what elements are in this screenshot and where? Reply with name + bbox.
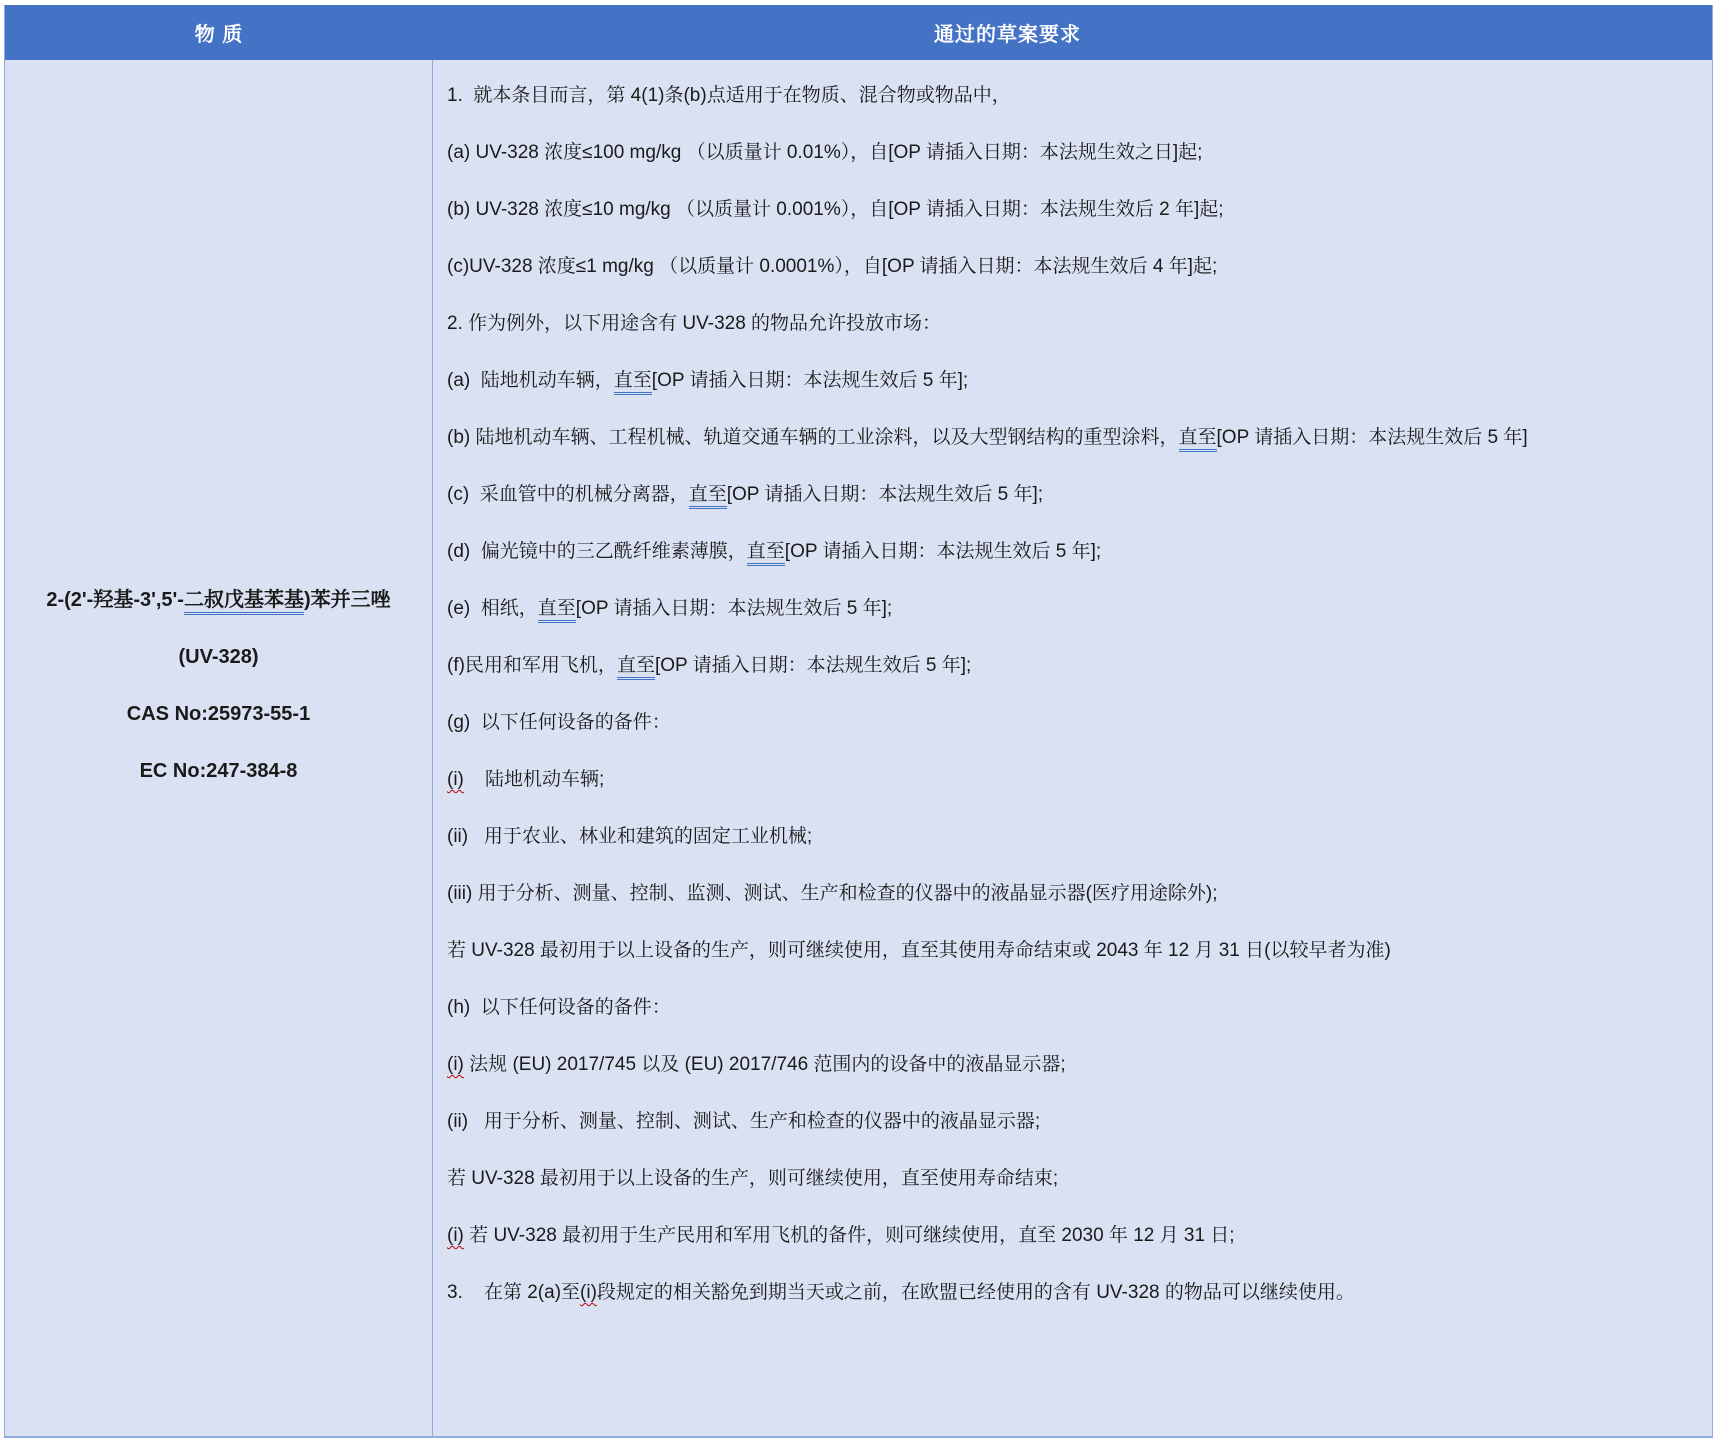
grammar-marked-text: 直至 [747,541,785,566]
requirement-text: 2. 作为例外，以下用途含有 UV-328 的物品允许投放市场： [447,313,942,334]
requirement-paragraph [447,712,1702,734]
requirement-paragraph [447,1054,1702,1076]
requirement-text: 法规 (EU) 2017/745 以及 (EU) 2017/746 范围内的设备中的液晶显示器; [463,1054,1066,1075]
requirement-text: 若 UV-328 最初用于生产民用和军用飞机的备件，则可继续使用，直至 2030 年 12 月 31 日; [463,1225,1235,1246]
requirement-paragraph [447,940,1702,962]
requirement-paragraph [447,997,1702,1019]
header-cell-substance: 物 质 [194,24,244,46]
substance-name-suffix: )苯并三唑 [303,589,391,611]
requirement-paragraph [447,655,1702,677]
table-body-row [5,60,1712,1436]
substance-name-underlined: 二叔戊基苯基 [184,589,304,615]
requirement-text: (f)民用和军用飞机， [447,655,617,676]
requirement-text: (iii) 用于分析、测量、控制、监测、测试、生产和检查的仪器中的液晶显示器(医疗用途除外); [447,883,1218,904]
requirement-text: [OP 请插入日期：本法规生效后 5 年] [1216,427,1528,448]
requirement-paragraph [447,427,1702,449]
grammar-marked-text: 直至 [617,655,655,680]
grammar-marked-text: 直至 [689,484,727,509]
requirement-text: 段规定的相关豁免到期当天或之前，在欧盟已经使用的含有 UV-328 的物品可以继续使用。 [596,1282,1355,1303]
substance-name-prefix: 2-(2'-羟基-3',5'- [46,589,184,611]
requirement-text: [OP 请插入日期：本法规生效后 5 年]; [651,370,969,391]
requirement-text: 陆地机动车辆; [463,769,605,790]
requirement-text: 若 UV-328 最初用于以上设备的生产，则可继续使用，直至其使用寿命结束或 2043 年 12 月 31 日(以较早者为准) [447,940,1391,961]
grammar-marked-text: 直至 [538,598,576,623]
requirement-paragraph [447,1111,1702,1133]
requirement-paragraph [447,256,1702,278]
grammar-marked-text: 直至 [1179,427,1217,452]
substance-cell [5,60,433,1436]
substance-ec-number: EC No:247-384-8 [139,760,298,782]
requirement-text: (b) 陆地机动车辆、工程机械、轨道交通车辆的工业涂料，以及大型钢结构的重型涂料， [447,427,1179,448]
requirement-paragraph [447,541,1702,563]
requirement-paragraph [447,85,1702,107]
requirement-text: [OP 请插入日期：本法规生效后 5 年]; [654,655,972,676]
requirement-text: (a) 陆地机动车辆， [447,370,614,391]
requirement-text: (h) 以下任何设备的备件： [447,997,671,1018]
requirement-text: (b) UV-328 浓度≤10 mg/kg （以质量计 0.001%），自[OP 请插入日期：本法规生效后 2 年]起; [447,199,1224,220]
requirement-text: (a) UV-328 浓度≤100 mg/kg （以质量计 0.01%），自[OP 请插入日期：本法规生效之日]起; [447,142,1203,163]
requirement-text: [OP 请插入日期：本法规生效后 5 年]; [575,598,893,619]
requirement-paragraph [447,1225,1702,1247]
regulation-table [4,5,1713,1438]
requirement-text: (c) 采血管中的机械分离器， [447,484,689,505]
requirement-paragraph [447,313,1702,335]
requirement-text: 1. 就本条目而言，第 4(1)条(b)点适用于在物质、混合物或物品中， [447,85,1011,106]
spellcheck-marked-text: (i) [447,1225,464,1246]
spellcheck-marked-text: (i) [447,1054,464,1075]
requirement-paragraph [447,826,1702,848]
requirement-text: [OP 请插入日期：本法规生效后 5 年]; [726,484,1044,505]
requirement-text: (ii) 用于分析、测量、控制、测试、生产和检查的仪器中的液晶显示器; [447,1111,1041,1132]
requirement-paragraph [447,484,1702,506]
requirement-text: 3. 在第 2(a)至 [447,1282,581,1303]
requirement-paragraph [447,142,1702,164]
requirement-paragraph [447,1168,1702,1190]
requirement-text: (e) 相纸， [447,598,538,619]
requirement-paragraph [447,1282,1702,1304]
substance-short-name: (UV-328) [178,646,259,668]
requirement-text: (d) 偏光镜中的三乙酰纤维素薄膜， [447,541,747,562]
requirement-text: 若 UV-328 最初用于以上设备的生产，则可继续使用，直至使用寿命结束; [447,1168,1059,1189]
requirement-paragraph [447,598,1702,620]
substance-cas-number: CAS No:25973-55-1 [126,703,311,725]
requirement-text: (g) 以下任何设备的备件： [447,712,671,733]
requirement-text: [OP 请插入日期：本法规生效后 5 年]; [784,541,1102,562]
requirement-text: (c)UV-328 浓度≤1 mg/kg （以质量计 0.0001%），自[OP 请插入日期：本法规生效后 4 年]起; [447,256,1218,277]
grammar-marked-text: 直至 [614,370,652,395]
spellcheck-marked-text: (i) [580,1282,597,1303]
requirement-paragraph [447,769,1702,791]
substance-name [5,588,432,612]
header-cell-requirements: 通过的草案要求 [934,24,1081,46]
requirement-paragraph [447,199,1702,221]
requirement-paragraph [447,370,1702,392]
requirements-cell [433,60,1712,1436]
requirement-paragraph [447,883,1702,905]
requirement-text: (ii) 用于农业、林业和建筑的固定工业机械; [447,826,813,847]
table-header-row [5,5,1712,60]
spellcheck-marked-text: (i) [447,769,464,790]
